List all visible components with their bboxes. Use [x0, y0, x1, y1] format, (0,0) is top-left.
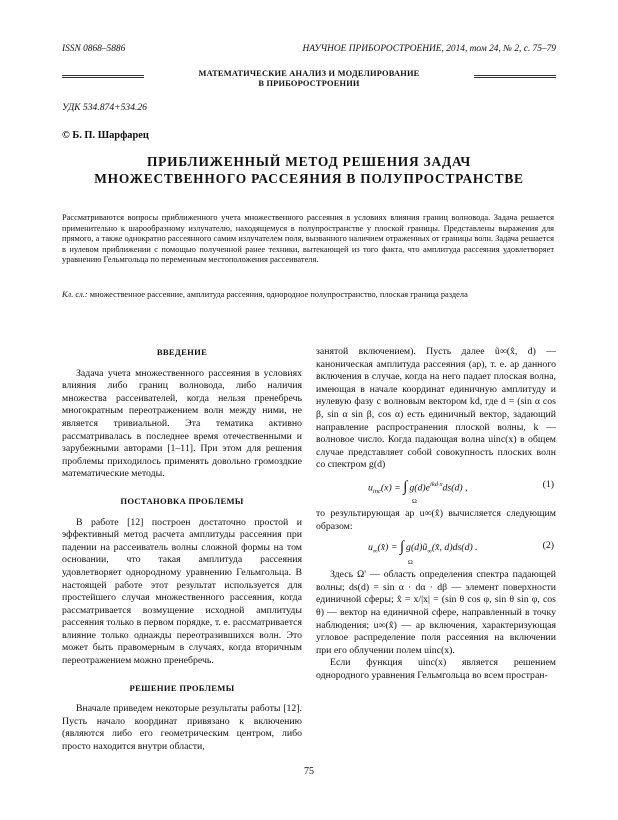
journal-reference: НАУЧНОЕ ПРИБОРОСТРОЕНИЕ, 2014, том 24, № 2, с. 75–79: [302, 44, 556, 54]
paragraph-helmholtz: Если функция uinc(x) является решением однородного уравнения Гельмгольца во всем простран-: [316, 657, 556, 681]
author: © Б. П. Шарфарец: [62, 130, 149, 141]
section-rule-right: [474, 75, 556, 78]
heading-problem: ПОСТАНОВКА ПРОБЛЕМЫ: [120, 495, 244, 506]
paragraph-resulting-amplitude: то результирующая ар u∞(x̂) вычисляется следующим образом:: [316, 507, 556, 532]
section-rule-left: [62, 75, 144, 78]
paragraph-problem: В работе [12] построен достаточно простой и эффективный метод расчета амплитуды рассеяния при падении на рассеиватель волны сложной формы на том основании, что такая амплитуда рассеяния удовлетворяет однородному уравнению Гельмгольца. В настоящей работе этот результат используется для простейшего случая множественного рассеяния, когда рассматривается возмущение исходной амплитуды рассеяния только в первом порядке, т. е. рассматривается влияние только однажды переотразившихся волн. Это может быть правомерным в случаях, когда вторичным переотражением можно пренебречь.: [62, 516, 302, 667]
page-number: 75: [304, 766, 314, 777]
heading-solution: РЕШЕНИЕ ПРОБЛЕМЫ: [129, 682, 235, 693]
heading-introduction: ВВЕДЕНИЕ: [156, 347, 208, 357]
equation-1: $u_{inc}(x)$ = ∫ $g(d)e^{ikd\cdot x}ds(d)$ , Ω (1): [316, 474, 556, 504]
section-title-line1: МАТЕМАТИЧЕСКИЕ АНАЛИЗ И МОДЕЛИРОВАНИЕ: [198, 69, 420, 78]
paragraph-definitions: Здесь Ω' — область определения спектра падающей волны; ds(d) = sin α · dα · dβ — элемент поверхности единичной сферы; x̂ = x/|x| = (sin θ cos φ, sin θ sin φ, cos θ) — вектор на единичной сфере, направленный в точку наблюдения; u∞(x̂) — ар включения, характеризующая угловое распределение поля рассеяния на включении при его облучении полем uinc(x).: [316, 569, 556, 656]
paragraph-scattering-amplitude: занятой включением). Пусть далее ũ∞(x̂, d) — каноническая амплитуда рассеяния (ар), т. е. ар данного включения в случае, когда на него падает плоская волна, имеющая в начале координат единичную амплитуду и нулевую фазу с волновым вектором kd, где d = (sin α cos β, sin α sin β, cos α) есть единичный вектор, задающий направление распространения плоской волны, k — волновое число. Когда падающая волна uinc(x) в общем случае представляет собой совокупность плоских волн со спектром g(d): [316, 346, 556, 471]
keywords-text: множественное рассеяние, амплитуда рассеяния, однородное полупространство, плоская граница раздела: [89, 290, 468, 299]
section-title: [148, 69, 470, 89]
section-title-line2: В ПРИБОРОСТРОЕНИИ: [258, 79, 360, 88]
paragraph-introduction: Задача учета множественного рассеяния в условиях влияния либо границ волновода, либо наличия множества рассеивателей, когда нельзя пренебречь многократным переотражением волн между ними, не является тривиальной. Эта тематика активно рассматривалась в последнее время отечественными и зарубежными авторами [1–11]. При этом для решения проблемы приходилось применять довольно громоздкие математические методы.: [62, 367, 302, 480]
abstract: Рассматриваются вопросы приближенного учета множественного рассеяния в условиях влияния границ волновода. Задача решается применительно к шарообразному излучателю, находящемуся в полупространстве у плоской границы. Представлены выражения для прямого, а также однократно рассеянного самим излучателем поля, вызванного наличием отраженных от границы волн. Задача решается в нулевом приближении с помощью полученной ранее техники, вытекающей из того факта, что амплитуда рассеяния удовлетворяет уравнению Гельмгольца по переменным местоположения рассеивателя.: [62, 213, 554, 265]
udk-code: УДК 534.874+534.26: [62, 102, 147, 113]
equation-1-domain: Ω: [412, 497, 417, 505]
right-column: [316, 346, 556, 682]
left-column: [62, 346, 302, 754]
issn: ISSN 0868–5886: [62, 44, 126, 54]
equation-2-domain: Ω: [408, 559, 413, 567]
keywords-label: Кл. сл.:: [62, 290, 88, 299]
paper-title: [70, 153, 548, 187]
paper-title-line1: ПРИБЛИЖЕННЫЙ МЕТОД РЕШЕНИЯ ЗАДАЧ: [146, 154, 472, 169]
equation-2-number: (2): [542, 540, 554, 552]
equation-1-number: (1): [542, 478, 554, 490]
paragraph-solution: Вначале приведем некоторые результаты работы [12]. Пусть начало координат привязано к включению (являются либо его геометрическим центром, либо просто находится внутри области,: [62, 703, 302, 753]
keywords: [62, 290, 554, 301]
equation-2: $u_\infty(x̂)$ = ∫ $g(d)ũ_\infty(x̂$, d)ds(d) . Ω (2): [316, 535, 556, 565]
paper-title-line2: МНОЖЕСТВЕННОГО РАССЕЯНИЯ В ПОЛУПРОСТРАНСТВЕ: [94, 171, 524, 186]
